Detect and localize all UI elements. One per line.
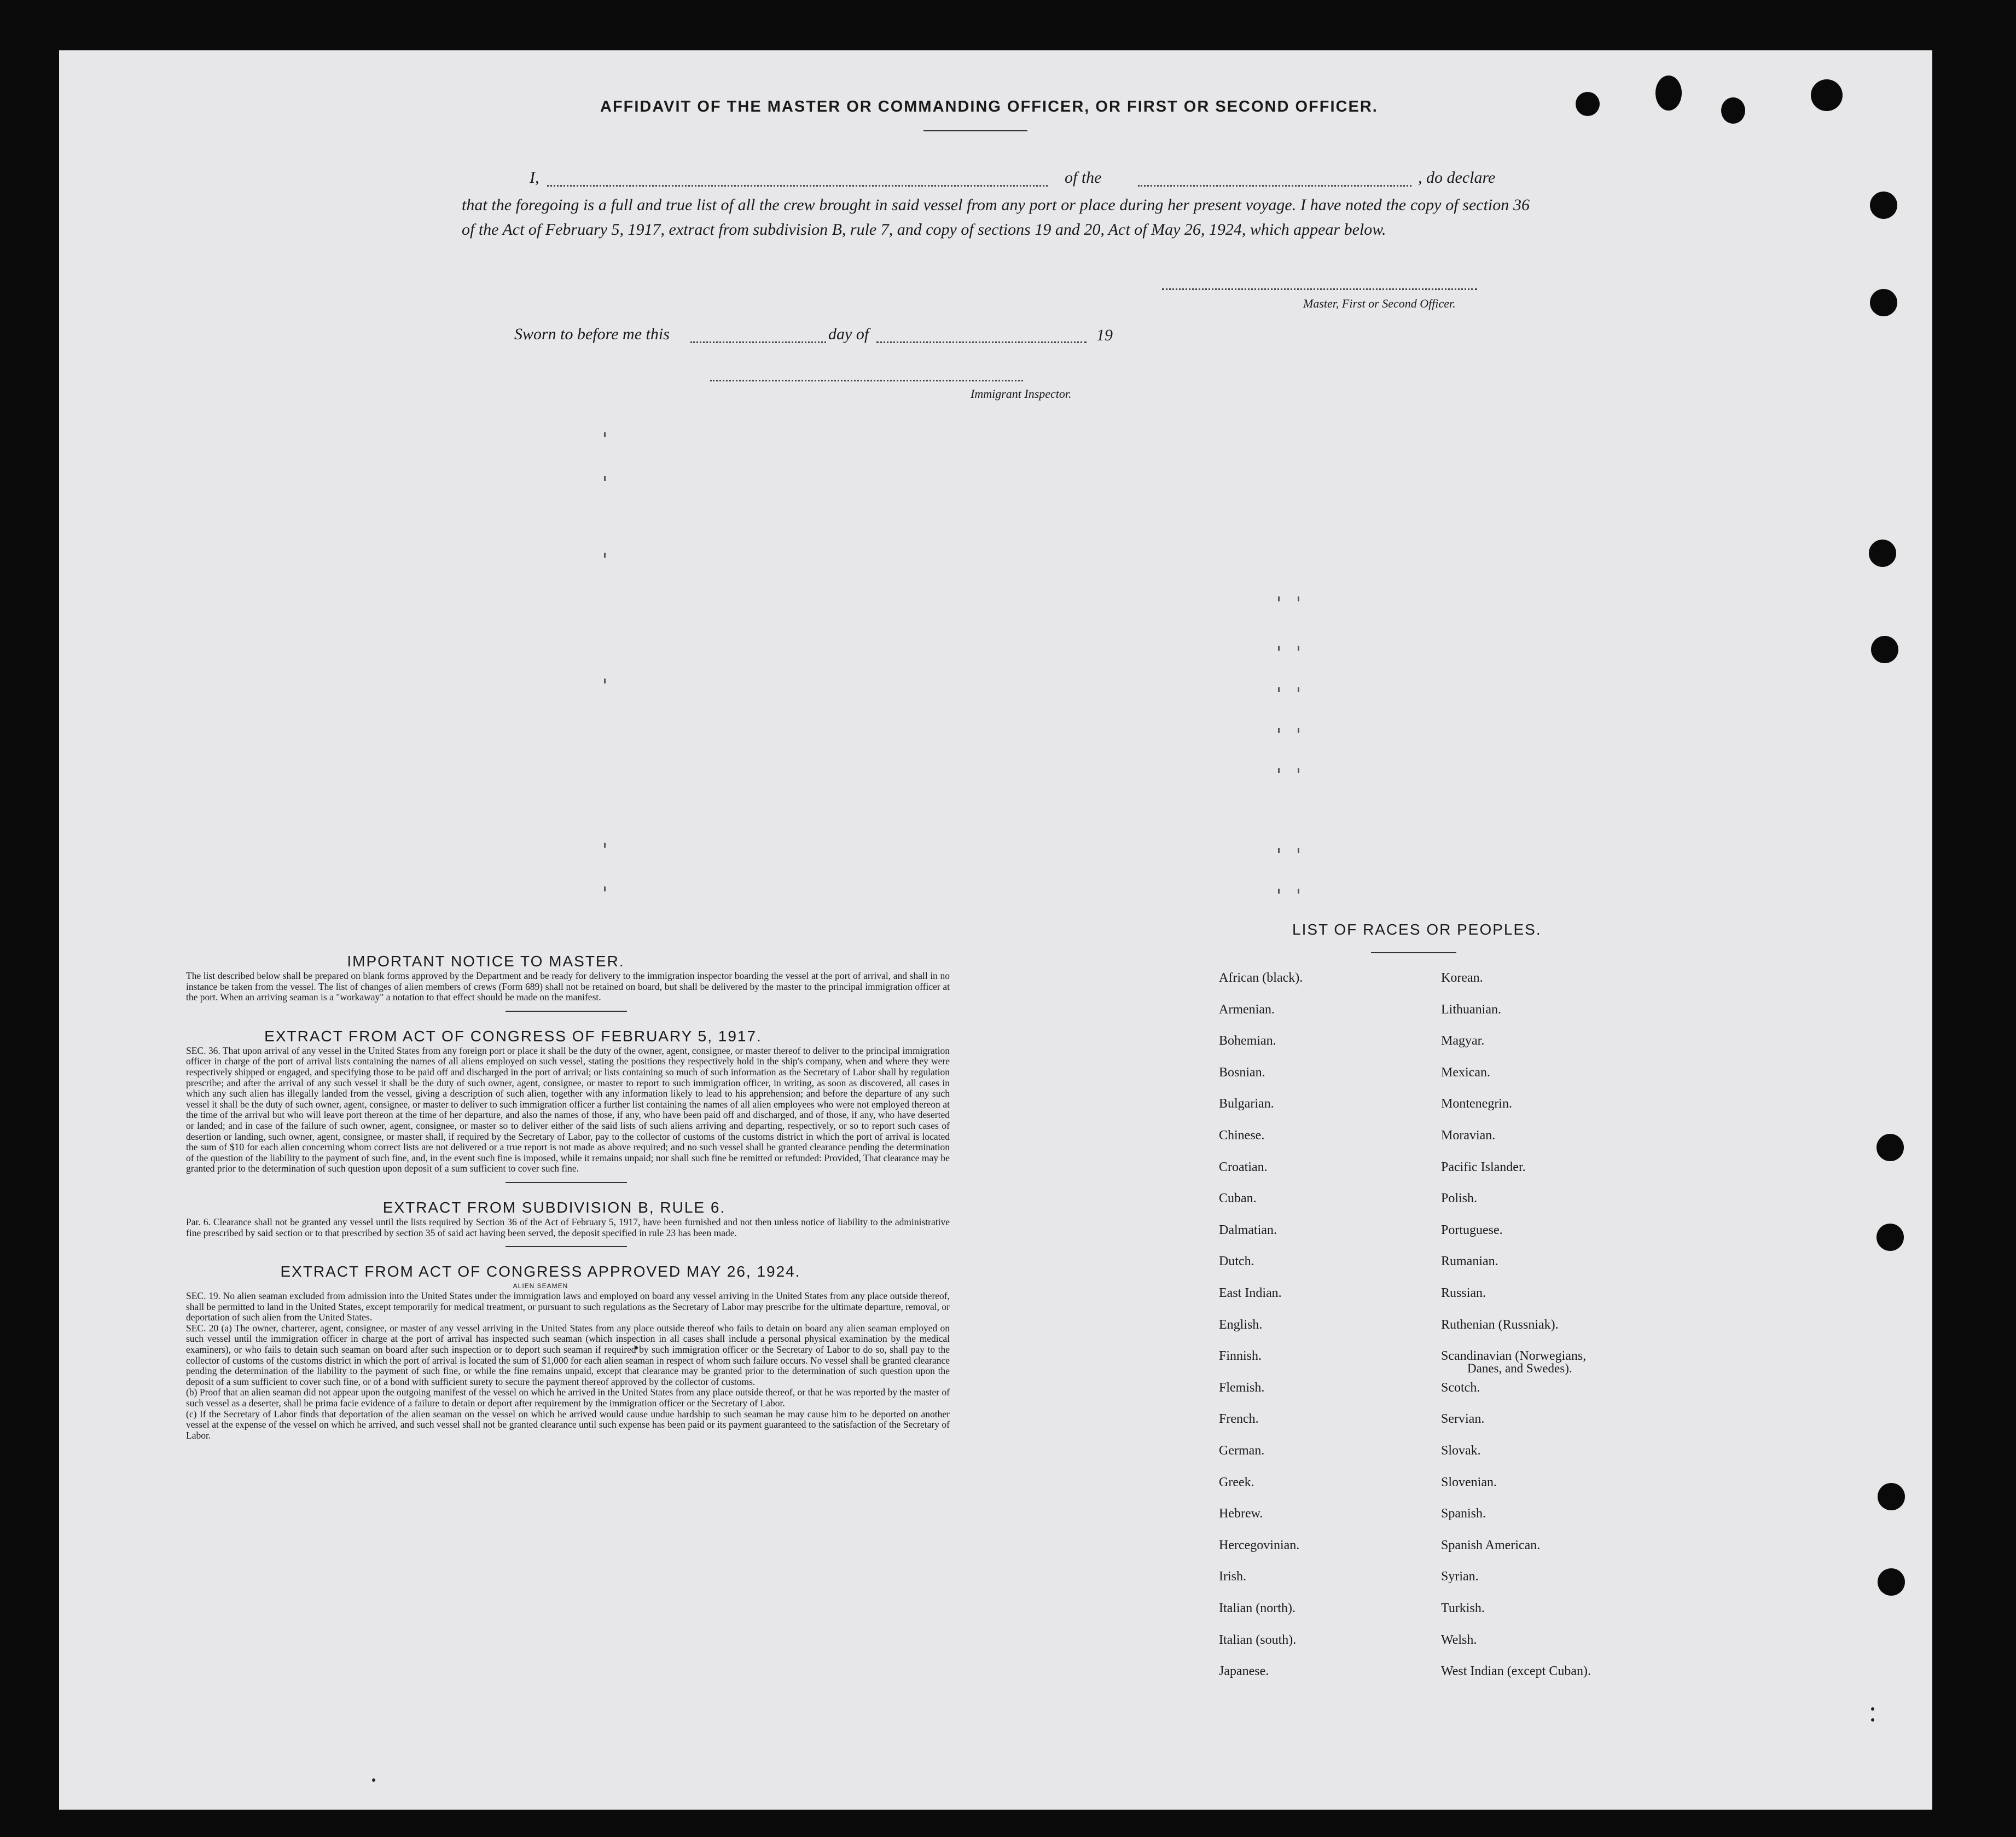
speck [1871,1707,1874,1711]
race-item: African (black). [1219,971,1303,985]
race-item: Danes, and Swedes). [1467,1361,1572,1375]
punch-hole [1878,1568,1905,1596]
vessel-name-field[interactable] [1138,185,1411,187]
race-item: Irish. [1219,1569,1246,1584]
extract-1917-title: EXTRACT FROM ACT OF CONGRESS OF FEBRUARY 5, 1917. [264,1027,762,1045]
speck [1278,728,1280,733]
extract-1924-sec20b: (b) Proof that an alien seaman did not appear upon the outgoing manifest of the vessel on which he arrived in the United States from any place outside thereof, or that he was reported by the master of such vessel as a deserter, shall be prima facie evidence of a failure to detain or deport after requirement by the immigration officer or the Secretary of Labor. [186,1387,950,1409]
extract-1924-sec20a: SEC. 20 (a) The owner, charterer, agent, consignee, or master of any vessel arriving in the United States from any place outside thereof who fails to detain on board any alien seaman employed on such vessel until the immigration officer in charge at the port of arrival has inspected such seaman (which inspection in all cases shall include a personal physical examination by the medical examiners), or who fails to detain such seaman on board after such inspection or to deport such seaman if required by such immigration officer or the Secretary of Labor to do so, shall pay to the collector of customs of the customs district in which the port of arrival is located the sum of $1,000 for each alien seaman in respect of whom such failure occurs. No vessel shall be granted clearance pending the determination of the liability to the payment of such fine, or while the fine remains unpaid, except that clearance may be granted prior to the determination of such question upon the deposit of a sum sufficient to cover such fine, or of a bond with sufficient surety to secure the payment thereof approved by the collector of customs. [186,1322,950,1387]
punch-hole [1869,540,1896,567]
declarant-name-field[interactable] [547,185,1048,187]
master-signature-label: Master, First or Second Officer. [1303,297,1456,310]
master-signature-field[interactable] [1162,288,1477,290]
affidavit-title-rule [923,130,1027,131]
speck [604,843,606,848]
punch-hole [1576,92,1600,116]
sworn-year-label: 19 [1096,326,1113,344]
race-item: Polish. [1441,1191,1478,1206]
notice-title: IMPORTANT NOTICE TO MASTER. [347,953,625,970]
race-item: French. [1219,1412,1259,1426]
race-item: Magyar. [1441,1034,1485,1048]
extract-1924-sec20c: (c) If the Secretary of Labor finds that deportation of the alien seaman on the vessel on which he arrived would cause undue hardship to such seaman he may cause him to be deported on another vessel at the expense of the vessel on which he arrived, and such vessel shall not be granted clearance until such expense has been paid or its payment guaranteed to the satisfaction of the Secretary of Labor. [186,1408,950,1441]
extract-1917-text: SEC. 36. That upon arrival of any vessel in the United States from any foreign port or place it shall be the duty of the owner, agent, consignee, or master thereof to deliver to the principal immigration officer in charge of the port of arrival lists containing the names of all aliens employed on such vessel, stating the positions they respectively hold in the ship's company, when and where they were respectively shipped or engaged, and specifying those to be paid off and discharged in the port of arrival; or lists containing so much of such information as the Secretary of Labor shall by regulation prescribe; and after the arrival of any such vessel it shall be the duty of such owner, agent, consignee, or master to report to such immigration officer, in writing, as soon as discovered, all cases in which any such alien has illegally landed from the vessel, giving a description of such alien, together with any information likely to lead to his apprehension; and before the departure of any such vessel it shall be the duty of such owner, agent, consignee, or master to deliver to such immigration officer a further list containing the names of all alien employees who were not employed thereon at the time of the arrival but who will leave port thereon at the time of her departure, and also the names of those, if any, who have been paid off and discharged, and of those, if any, who have deserted or landed; and in case of the failure of such owner, agent, consignee, or master so to deliver either of the said lists of such aliens arriving and departing, respectively, or so to report such cases of desertion or landing, such owner, agent, consignee, or master shall, if required by the Secretary of Labor, pay to the collector of customs of the customs district in which the port of arrival is located the sum of $10 for each alien concerning whom correct lists are not delivered or a true report is not made as above required; and no such vessel shall be granted clearance pending the determination of the question of the liability to the payment of such fine, and, in the event such fine is imposed, while it remains unpaid; nor shall such fine be remitted or refunded: Provided, That clearance may be granted prior to the determination of such question upon deposit of a sum sufficient to cover such fine. [186,1045,950,1174]
affidavit-title: AFFIDAVIT OF THE MASTER OR COMMANDING OFFICER, OR FIRST OR SECOND OFFICER. [600,98,1378,115]
punch-hole [1870,192,1897,219]
notice-text: The list described below shall be prepared on blank forms approved by the Department and be ready for delivery to the immigration inspector boarding the vessel at the port of arrival, and shall in no instance be taken from the vessel. The list of changes of alien members of crews (Form 689) shall not be retained on board, but shall be delivered by the master to the principal immigration officer at the port. When an arriving seaman is a "workaway" a notation to that effect should be made on the manifest. [186,970,950,1003]
punch-hole [1721,97,1745,124]
race-item: Chinese. [1219,1128,1265,1143]
affidavit-body: that the foregoing is a full and true list of all the crew brought in said vessel from any port or place during her present voyage. I have noted the copy of section 36 of the Act of February 5, 1917, extract from subdivision B, rule 7, and copy of sections 19 and 20, Act of May 26, 1924, which appear below. [462,196,1530,239]
speck [1278,768,1280,773]
speck [1278,848,1280,853]
sworn-day-field[interactable] [690,341,826,343]
speck [1298,889,1299,894]
race-item: Dalmatian. [1219,1223,1277,1237]
extract-1924-subtitle: ALIEN SEAMEN [513,1282,568,1290]
speck [604,432,606,437]
speck [1298,646,1299,651]
race-item: Slovenian. [1441,1475,1497,1490]
race-item: Rumanian. [1441,1254,1498,1268]
section-divider [506,1011,627,1012]
race-item: Italian (north). [1219,1601,1295,1615]
legal-column [186,952,950,1441]
race-item: Bosnian. [1219,1065,1265,1080]
speck [604,679,606,683]
race-item: Bulgarian. [1219,1097,1274,1111]
race-item: Hebrew. [1219,1506,1263,1521]
document-page [59,50,1932,1810]
race-item: Italian (south). [1219,1633,1297,1647]
race-item: Montenegrin. [1441,1097,1512,1111]
punch-hole [1876,1134,1904,1161]
race-item: Russian. [1441,1286,1486,1300]
extract-1924-title: EXTRACT FROM ACT OF CONGRESS APPROVED MAY 26, 1924. [280,1263,801,1280]
punch-hole [1870,289,1897,316]
speck [1298,848,1299,853]
race-item: Armenian. [1219,1002,1275,1017]
race-item: Japanese. [1219,1664,1269,1678]
sworn-month-field[interactable] [876,341,1087,343]
punch-hole [1876,1224,1904,1251]
section-divider [506,1246,627,1247]
race-item: Flemish. [1219,1381,1265,1395]
speck [604,886,606,891]
extract-rule6-text: Par. 6. Clearance shall not be granted any vessel until the lists required by Section 36 of the Act of February 5, 1917, have been furnished and not then unless notice of liability to the administrative fine prescribed by said section or to that prescribed by section 35 of said act having been served, the deposit specified in rule 23 has been made. [186,1216,950,1238]
race-item: Turkish. [1441,1601,1485,1615]
race-item: Servian. [1441,1412,1485,1426]
race-item: Scotch. [1441,1381,1480,1395]
speck [372,1778,375,1782]
race-item: Cuban. [1219,1191,1257,1206]
speck [1871,1718,1874,1722]
race-item: Scandinavian (Norwegians, [1441,1349,1587,1363]
race-item: Lithuanian. [1441,1002,1501,1017]
section-divider [506,1182,627,1183]
race-item: Pacific Islander. [1441,1160,1526,1174]
extract-1924-sec19: SEC. 19. No alien seaman excluded from admission into the United States under the immigration laws and employed on board any vessel arriving in the United States from any place outside thereof, shall be permitted to land in the United States, except temporarily for medical treatment, or pursuant to such regulations as the Secretary of Labor may prescribe for the ultimate departure, removal, or deportation of such alien from the United States. [186,1290,950,1323]
race-item: Moravian. [1441,1128,1496,1143]
inspector-signature-field[interactable] [710,380,1023,381]
races-title-rule [1371,952,1456,953]
race-item: Greek. [1219,1475,1254,1490]
race-item: Spanish American. [1441,1538,1541,1552]
race-item: Mexican. [1441,1065,1490,1080]
race-item: Syrian. [1441,1569,1479,1584]
speck [604,476,606,481]
of-the-label: of the [1065,169,1102,187]
race-item: Finnish. [1219,1349,1262,1363]
declarant-label: I, [530,169,539,187]
sworn-day-label: day of [828,325,869,343]
inspector-label: Immigrant Inspector. [971,387,1072,401]
extract-rule6-title: EXTRACT FROM SUBDIVISION B, RULE 6. [382,1198,726,1216]
race-item: Spanish. [1441,1506,1486,1521]
race-item: Dutch. [1219,1254,1254,1268]
speck [1278,889,1280,894]
races-title: LIST OF RACES OR PEOPLES. [1292,921,1542,938]
punch-hole [1655,76,1682,111]
speck [1278,646,1280,651]
punch-hole [1811,79,1843,111]
speck [1298,768,1299,773]
race-item: Ruthenian (Russniak). [1441,1318,1559,1332]
race-item: Croatian. [1219,1160,1268,1174]
speck [1278,596,1280,601]
speck [1298,596,1299,601]
speck [1278,687,1280,692]
do-declare-label: , do declare [1418,169,1496,187]
affidavit-declaration [462,193,1530,242]
race-item: Welsh. [1441,1633,1477,1647]
punch-hole [1871,636,1898,663]
speck [604,553,606,558]
sworn-prefix: Sworn to before me this [514,325,670,343]
race-item: Hercegovinian. [1219,1538,1300,1552]
race-item: English. [1219,1318,1263,1332]
race-item: East Indian. [1219,1286,1282,1300]
race-item: Slovak. [1441,1444,1481,1458]
race-item: German. [1219,1444,1265,1458]
punch-hole [1878,1483,1905,1510]
race-item: Bohemian. [1219,1034,1276,1048]
race-item: Korean. [1441,971,1483,985]
race-item: West Indian (except Cuban). [1441,1664,1591,1678]
race-item: Portuguese. [1441,1223,1503,1237]
speck [1298,728,1299,733]
speck [1298,687,1299,692]
